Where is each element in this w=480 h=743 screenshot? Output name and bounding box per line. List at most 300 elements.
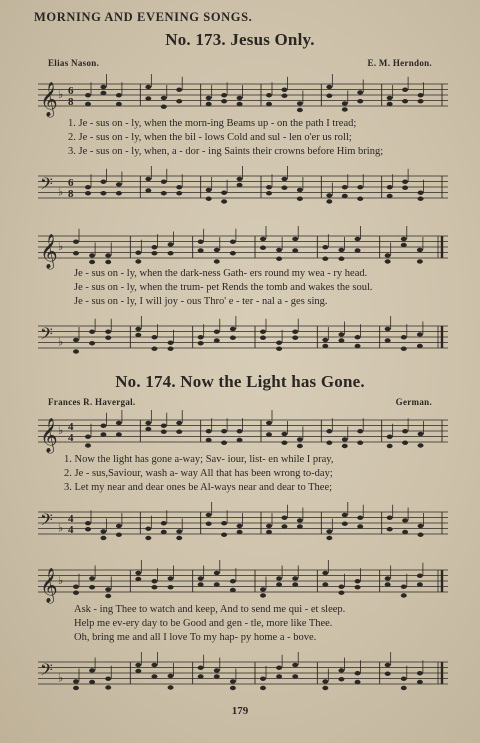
flat-icon: ♭ [58, 672, 64, 685]
music-staff [36, 166, 450, 210]
hymn-173-verse-3-line-2: Je - sus on - ly, I will joy - ous Thro' e - ter - nal a - ges sing. [74, 296, 328, 307]
note-head [151, 579, 157, 583]
note-head [230, 588, 236, 592]
note-head [151, 251, 157, 255]
note-head [135, 251, 141, 255]
note-head [161, 521, 167, 525]
note-head [418, 524, 424, 528]
note-head [168, 347, 174, 351]
note-head [214, 259, 220, 263]
note-head [322, 338, 328, 342]
note-head [168, 341, 174, 345]
note-head [266, 102, 272, 106]
note-head [198, 576, 204, 580]
note-head [266, 191, 272, 195]
note-head [276, 674, 282, 678]
note-head [214, 330, 220, 334]
note-head [418, 93, 424, 97]
note-head [145, 536, 151, 540]
note-head [322, 571, 328, 575]
note-head [145, 427, 151, 431]
note-head [176, 529, 182, 533]
note-head [214, 668, 220, 672]
note-head [151, 347, 157, 351]
note-head [342, 101, 348, 105]
hymn-173-verse-1-line: 1. Je - sus on - ly, when the morn-ing Beams up - on the path I tread; [68, 118, 357, 129]
note-head [135, 577, 141, 581]
note-head [281, 88, 287, 92]
bass-clef-icon: 𝄢 [40, 323, 53, 348]
note-head [230, 240, 236, 244]
time-signature-bottom: 8 [68, 96, 74, 108]
note-head [73, 585, 79, 589]
note-head [214, 571, 220, 575]
note-head [237, 177, 243, 181]
note-head [276, 582, 282, 586]
note-head [387, 444, 393, 448]
note-head [85, 435, 91, 439]
time-signature-bottom: 8 [68, 188, 74, 200]
note-head [198, 341, 204, 345]
flat-icon: ♭ [58, 241, 64, 253]
note-head [401, 593, 407, 597]
note-head [221, 521, 227, 525]
note-head [237, 429, 243, 433]
treble-clef-icon: 𝄞 [40, 234, 58, 269]
time-signature-top: 6 [68, 177, 74, 189]
note-head [237, 524, 243, 528]
note-head [89, 585, 95, 589]
note-head [402, 530, 408, 534]
note-head [151, 245, 157, 249]
bass-clef-icon: 𝄢 [40, 173, 53, 198]
note-head [292, 248, 298, 252]
note-head [385, 338, 391, 342]
note-head [281, 432, 287, 436]
note-head [355, 237, 361, 241]
note-head [221, 441, 227, 445]
note-head [89, 576, 95, 580]
note-head [355, 579, 361, 583]
note-head [326, 441, 332, 445]
note-head [221, 191, 227, 195]
note-head [237, 530, 243, 534]
note-head [418, 99, 424, 103]
note-head [402, 99, 408, 103]
hymn-173-music-credit: E. M. Herndon. [367, 58, 432, 68]
note-head [385, 582, 391, 586]
time-signature-top: 6 [68, 85, 74, 97]
note-head [418, 443, 424, 447]
note-head [221, 429, 227, 433]
note-head [281, 441, 287, 445]
note-head [100, 191, 106, 195]
note-head [322, 257, 328, 261]
note-head [221, 199, 227, 203]
music-staff [36, 226, 450, 270]
note-head [292, 582, 298, 586]
note-head [402, 441, 408, 445]
flat-icon: ♭ [58, 186, 64, 199]
music-staff [36, 74, 450, 118]
note-head [260, 336, 266, 340]
note-head [297, 101, 303, 105]
note-head [116, 533, 122, 537]
hymn-174-treble-staff-1 [36, 410, 450, 454]
note-head [402, 429, 408, 433]
note-head [326, 85, 332, 89]
note-head [281, 524, 287, 528]
note-head [401, 686, 407, 690]
note-head [281, 186, 287, 190]
hymn-174-treble-staff-2 [36, 560, 450, 604]
note-head [230, 679, 236, 683]
note-head [342, 107, 348, 111]
note-head [418, 533, 424, 537]
note-head [281, 516, 287, 520]
note-head [198, 666, 204, 670]
note-head [85, 185, 91, 189]
flat-icon: ♭ [58, 336, 64, 349]
note-head [355, 248, 361, 252]
note-head [73, 686, 79, 690]
note-head [292, 336, 298, 340]
note-head [168, 242, 174, 246]
note-head [161, 430, 167, 434]
note-head [135, 663, 141, 667]
note-head [387, 185, 393, 189]
note-head [266, 421, 272, 425]
note-head [214, 582, 220, 586]
music-staff [36, 560, 450, 604]
hymn-174-verse-1-line: 1. Now the light has gone a-way; Sav- iour, list- en while I pray, [64, 454, 334, 465]
note-head [357, 90, 363, 94]
note-head [355, 335, 361, 339]
note-head [322, 245, 328, 249]
note-head [176, 191, 182, 195]
note-head [105, 685, 111, 689]
music-staff [36, 652, 450, 696]
treble-clef-icon: 𝄞 [40, 568, 58, 603]
note-head [89, 341, 95, 345]
note-head [401, 585, 407, 589]
note-head [326, 429, 332, 433]
note-head [292, 237, 298, 241]
note-head [176, 421, 182, 425]
note-head [260, 237, 266, 241]
note-head [73, 251, 79, 255]
note-head [418, 191, 424, 195]
note-head [105, 677, 111, 681]
note-head [100, 424, 106, 428]
flat-icon: ♭ [58, 89, 64, 101]
hymn-title-173: No. 173. Jesus Only. [165, 30, 315, 49]
note-head [260, 677, 266, 681]
note-head [105, 587, 111, 591]
note-head [145, 421, 151, 425]
note-head [89, 260, 95, 264]
hymn-173-verse-1-line-2: Je - sus on - ly, when the dark-ness Gath- ers round my wea - ry head. [74, 268, 368, 279]
note-head [105, 336, 111, 340]
note-head [401, 335, 407, 339]
note-head [100, 91, 106, 95]
note-head [198, 582, 204, 586]
note-head [176, 99, 182, 103]
note-head [89, 680, 95, 684]
note-head [260, 330, 266, 334]
note-head [221, 99, 227, 103]
hymn-173-words-credit: Elias Nason. [48, 58, 100, 68]
note-head [385, 576, 391, 580]
note-head [161, 96, 167, 100]
note-head [297, 444, 303, 448]
note-head [338, 585, 344, 589]
note-head [176, 185, 182, 189]
note-head [402, 88, 408, 92]
note-head [385, 253, 391, 257]
note-head [387, 194, 393, 198]
note-head [230, 579, 236, 583]
note-head [355, 585, 361, 589]
note-head [116, 432, 122, 436]
note-head [342, 522, 348, 526]
note-head [100, 529, 106, 533]
note-head [297, 437, 303, 441]
note-head [145, 85, 151, 89]
note-head [417, 671, 423, 675]
hymn-174-verse-3-line-2: Oh, bring me and all I love To my hap- py home a - bove. [74, 632, 317, 643]
note-head [116, 524, 122, 528]
hymn-173-verse-2-line-2: Je - sus on - ly, when the trum- pet Rends the tomb and wakes the soul. [74, 282, 373, 293]
note-head [85, 521, 91, 525]
note-head [326, 529, 332, 533]
note-head [338, 248, 344, 252]
note-head [116, 191, 122, 195]
note-head [417, 574, 423, 578]
note-head [326, 536, 332, 540]
note-head [145, 188, 151, 192]
note-head [105, 253, 111, 257]
note-head [417, 332, 423, 336]
note-head [338, 257, 344, 261]
music-staff [36, 502, 450, 546]
note-head [73, 679, 79, 683]
note-head [266, 93, 272, 97]
note-head [260, 593, 266, 597]
note-head [151, 335, 157, 339]
note-head [206, 522, 212, 526]
note-head [402, 518, 408, 522]
note-head [168, 585, 174, 589]
note-head [326, 193, 332, 197]
note-head [206, 429, 212, 433]
note-head [292, 330, 298, 334]
note-head [297, 197, 303, 201]
hymn-174-verse-3-line: 3. Let my near and dear ones be Al-ways near and dear to Thee; [64, 482, 333, 493]
note-head [266, 432, 272, 436]
note-head [338, 591, 344, 595]
note-head [281, 94, 287, 98]
hymn-174-verse-1-line-2: Ask - ing Thee to watch and keep, And to send me qui - et sleep. [74, 604, 346, 615]
note-head [342, 513, 348, 517]
note-head [385, 259, 391, 263]
note-head [230, 251, 236, 255]
note-head [322, 582, 328, 586]
note-head [401, 347, 407, 351]
note-head [357, 185, 363, 189]
hymn-173-verse-2-line: 2. Je - sus on - ly, when the bil - lows Cold and sul - len o'er us roll; [68, 132, 352, 143]
note-head [161, 105, 167, 109]
hymn-173-treble-staff-1 [36, 74, 450, 118]
note-head [281, 177, 287, 181]
hymn-173-bass-staff-2 [36, 316, 450, 360]
note-head [357, 524, 363, 528]
note-head [326, 94, 332, 98]
note-head [417, 582, 423, 586]
note-head [237, 96, 243, 100]
note-head [260, 686, 266, 690]
note-head [342, 185, 348, 189]
hymn-174-bass-staff-2 [36, 652, 450, 696]
note-head [297, 108, 303, 112]
time-signature-bottom: 4 [68, 524, 74, 536]
note-head [357, 197, 363, 201]
note-head [151, 585, 157, 589]
note-head [198, 674, 204, 678]
note-head [237, 102, 243, 106]
note-head [418, 432, 424, 436]
hymn-174-music-credit: German. [395, 397, 432, 407]
note-head [145, 96, 151, 100]
note-head [116, 182, 122, 186]
note-head [206, 513, 212, 517]
note-head [116, 421, 122, 425]
hymn-174-verse-2-line-2: Help me ev-ery day to be Good and gen - tle, more like Thee. [74, 618, 333, 629]
time-signature-top: 4 [68, 513, 74, 525]
note-head [387, 435, 393, 439]
note-head [417, 680, 423, 684]
note-head [230, 686, 236, 690]
note-head [214, 674, 220, 678]
note-head [322, 344, 328, 348]
bass-clef-icon: 𝄢 [40, 509, 53, 534]
note-head [387, 96, 393, 100]
hymn-174-words-credit: Frances R. Havergal. [48, 397, 136, 407]
note-head [206, 96, 212, 100]
note-head [85, 191, 91, 195]
note-head [322, 686, 328, 690]
note-head [198, 335, 204, 339]
note-head [100, 85, 106, 89]
note-head [73, 240, 79, 244]
note-head [135, 259, 141, 263]
note-head [417, 344, 423, 348]
note-head [292, 674, 298, 678]
treble-clef-icon: 𝄞 [40, 82, 58, 117]
bass-clef-icon: 𝄢 [40, 659, 53, 684]
note-head [85, 93, 91, 97]
note-head [237, 183, 243, 187]
note-head [206, 197, 212, 201]
note-head [116, 102, 122, 106]
note-head [105, 260, 111, 264]
note-head [168, 576, 174, 580]
note-head [135, 669, 141, 673]
note-head [338, 668, 344, 672]
note-head [176, 536, 182, 540]
note-head [276, 341, 282, 345]
note-head [105, 330, 111, 334]
note-head [338, 332, 344, 336]
flat-icon: ♭ [58, 575, 64, 587]
hymn-174-bass-staff-1 [36, 502, 450, 546]
note-head [100, 536, 106, 540]
note-head [161, 180, 167, 184]
note-head [355, 344, 361, 348]
note-head [387, 516, 393, 520]
note-head [116, 93, 122, 97]
music-staff [36, 316, 450, 360]
note-head [266, 185, 272, 189]
time-signature-top: 4 [68, 421, 74, 433]
note-head [206, 102, 212, 106]
note-head [85, 527, 91, 531]
note-head [206, 188, 212, 192]
note-head [357, 99, 363, 103]
note-head [417, 259, 423, 263]
note-head [385, 672, 391, 676]
note-head [276, 257, 282, 261]
note-head [357, 516, 363, 520]
note-head [198, 240, 204, 244]
treble-clef-icon: 𝄞 [40, 418, 58, 453]
note-head [214, 338, 220, 342]
note-head [342, 437, 348, 441]
note-head [417, 248, 423, 252]
note-head [135, 327, 141, 331]
note-head [85, 102, 91, 106]
note-head [168, 251, 174, 255]
note-head [276, 347, 282, 351]
note-head [135, 333, 141, 337]
note-head [387, 102, 393, 106]
note-head [322, 679, 328, 683]
note-head [73, 349, 79, 353]
note-head [338, 677, 344, 681]
note-head [198, 248, 204, 252]
note-head [206, 438, 212, 442]
running-head: MORNING AND EVENING SONGS. [34, 10, 253, 24]
note-head [401, 677, 407, 681]
note-head [260, 246, 266, 250]
time-signature-bottom: 4 [68, 432, 74, 444]
note-head [145, 527, 151, 531]
note-head [297, 518, 303, 522]
hymn-173-verse-3-line: 3. Je - sus on - ly, when, a - dor - ing Saints their crowns before Him bring; [68, 146, 384, 157]
note-head [85, 443, 91, 447]
note-head [402, 180, 408, 184]
note-head [100, 432, 106, 436]
note-head [292, 663, 298, 667]
note-head [355, 671, 361, 675]
note-head [387, 527, 393, 531]
flat-icon: ♭ [58, 425, 64, 437]
note-head [357, 441, 363, 445]
note-head [89, 668, 95, 672]
note-head [276, 666, 282, 670]
note-head [221, 533, 227, 537]
note-head [135, 571, 141, 575]
